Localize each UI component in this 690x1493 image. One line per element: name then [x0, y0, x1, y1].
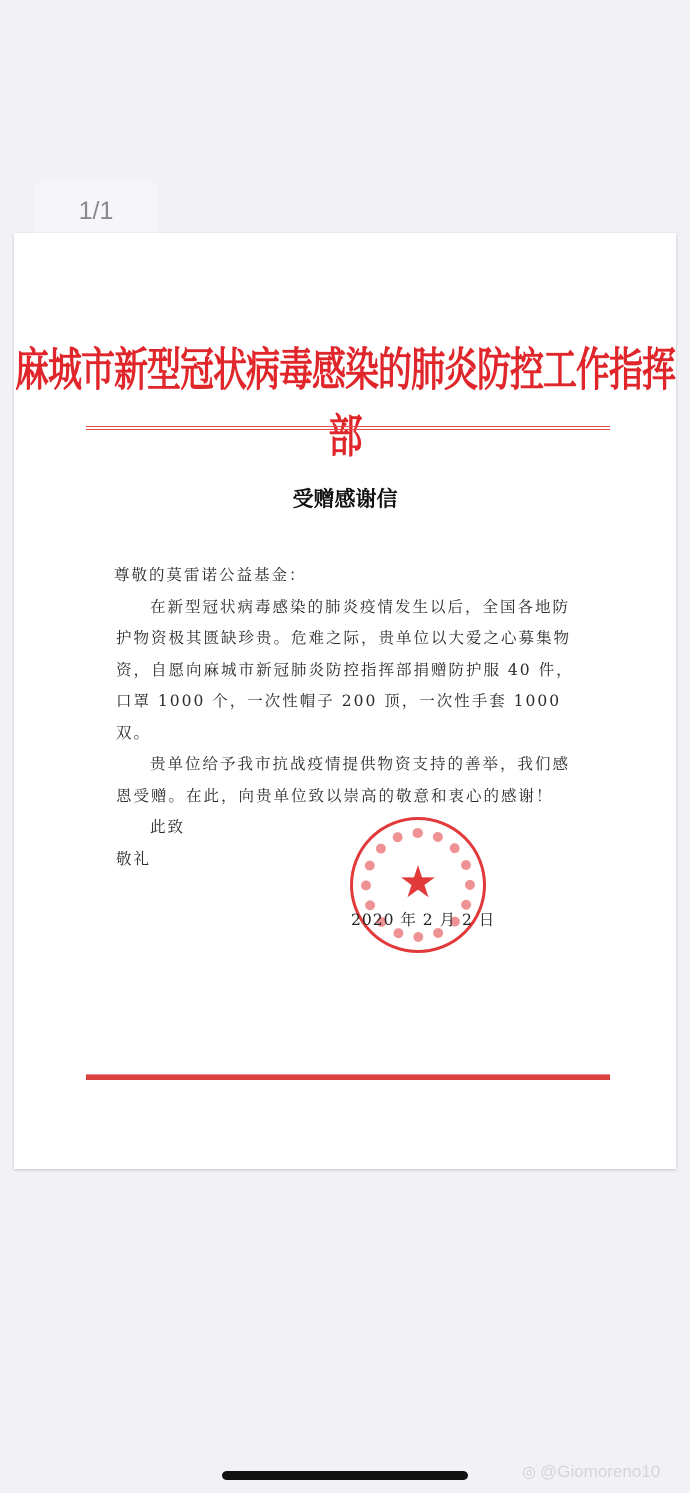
watermark-text: @Giomoreno10 [539, 1462, 661, 1481]
paragraph-2: 贵单位给予我市抗战疫情提供物资支持的善举，我们感恩受赠。在此，向贵单位致以崇高的敬意和衷心的感谢！ [116, 755, 571, 805]
letter-body [116, 560, 586, 875]
page-indicator: 1/1 [34, 181, 158, 241]
star-icon: ★ [398, 856, 438, 908]
closing-line-1: 此致 [150, 818, 186, 836]
official-seal [350, 817, 486, 953]
letterhead: 麻城市新型冠状病毒感染的肺炎防控工作指挥部 [15, 343, 675, 464]
home-indicator[interactable] [222, 1471, 468, 1480]
document-title: 受赠感谢信 [292, 486, 398, 511]
footer-rule [86, 1074, 610, 1080]
closing-line-2: 敬礼 [116, 849, 152, 868]
document-page [14, 233, 676, 1169]
weibo-icon: ◎ [522, 1464, 536, 1481]
salutation: 尊敬的莫雷诺公益基金： [114, 566, 307, 584]
paragraph-1: 在新型冠状病毒感染的肺炎疫情发生以后，全国各地防护物资极其匮缺珍贵。危难之际，贵单位以大爱之心募集物资，自愿向麻城市新冠肺炎防控指挥部捐赠防护服 40 件，口罩 1000 个，一次性帽子 200 顶，一次性手套 1000 双。 [116, 597, 574, 742]
watermark [522, 1462, 660, 1482]
letter-date: 2020 年 2 月 2 日 [351, 911, 496, 929]
letterhead-rule [86, 426, 610, 430]
